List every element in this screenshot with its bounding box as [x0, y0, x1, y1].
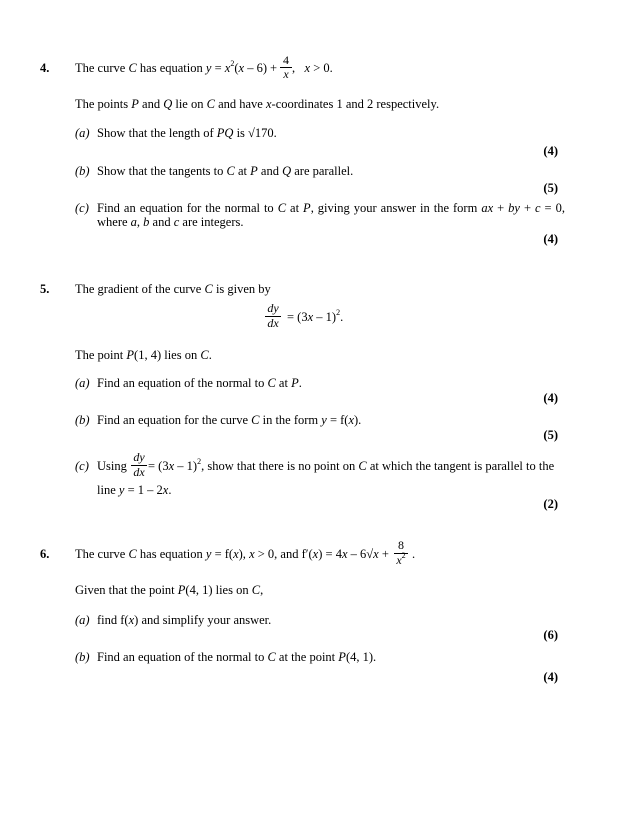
part-text-continued: where a, b and c are integers. [97, 215, 244, 229]
part-text: Using [97, 459, 127, 473]
fraction-denominator: dx [131, 465, 147, 478]
fraction-numerator: 4 [283, 53, 289, 67]
question-info: The point P(1, 4) lies on C. [75, 348, 212, 362]
fraction-numerator: dy [133, 450, 145, 464]
part-text: Find an equation for the curve C in the form y = f(x). [97, 413, 362, 427]
marks: (5) [543, 428, 558, 442]
question-info: The points P and Q lie on C and have x-coordinates 1 and 2 respectively. [75, 97, 440, 111]
question-stem: The curve C has equation $y = x^2(x - 6)$ [75, 59, 267, 75]
stem-end: . [412, 547, 416, 561]
part-text: Find an equation for the normal to C at P, giving your answer in the form ax + by + c = 0, [97, 201, 565, 215]
part-text: find f(x) and simplify your answer. [97, 613, 272, 627]
part-text: Show that the tangents to C at P and Q are parallel. [97, 164, 354, 178]
fraction-denominator: $x^2$ [394, 553, 408, 566]
fraction-denominator: dx [265, 316, 281, 329]
part-label: (a) [75, 126, 90, 140]
fraction [280, 54, 292, 80]
part-text: = (3x – 1)$^2$, show that there is no point on C at which the tangent is parallel to the [148, 457, 555, 473]
display-equation-rhs: = (3x – 1)$^2$. [287, 308, 344, 324]
plus-sign: + [270, 61, 278, 75]
part-label: (a) [75, 376, 90, 390]
fraction-numerator: 8 [398, 538, 404, 552]
question-number: 4. [40, 61, 50, 75]
fraction-numerator: dy [267, 301, 279, 315]
marks: (4) [543, 391, 558, 405]
question-number: 5. [40, 282, 50, 296]
question-number: 6. [40, 547, 50, 561]
part-text-continued: line y = 1 – 2x. [97, 483, 172, 497]
question-stem: The curve C has equation y = f(x), x > 0, and f′(x) = 4x – 6√x + [75, 547, 389, 561]
part-label: (b) [75, 413, 90, 427]
marks: (2) [543, 497, 558, 511]
marks: (5) [543, 181, 558, 195]
derivative-fraction [265, 302, 281, 329]
marks: (4) [543, 232, 558, 246]
part-label: (c) [75, 201, 89, 215]
part-label: (b) [75, 650, 90, 664]
fraction [394, 539, 408, 566]
part-label: (b) [75, 164, 90, 178]
derivative-fraction [131, 451, 147, 478]
stem-condition: , x > 0. [292, 61, 333, 75]
fraction-denominator: x [280, 67, 292, 80]
part-text: Find an equation of the normal to C at P. [97, 376, 302, 390]
part-label: (c) [75, 459, 89, 473]
part-label: (a) [75, 613, 90, 627]
marks: (4) [543, 144, 558, 158]
part-text: Show that the length of PQ is √170. [97, 126, 277, 140]
question-info: Given that the point P(4, 1) lies on C, [75, 583, 264, 597]
marks: (6) [543, 628, 558, 642]
marks: (4) [543, 670, 558, 684]
question-stem: The gradient of the curve C is given by [75, 282, 271, 296]
part-text: Find an equation of the normal to C at the point P(4, 1). [97, 650, 377, 664]
